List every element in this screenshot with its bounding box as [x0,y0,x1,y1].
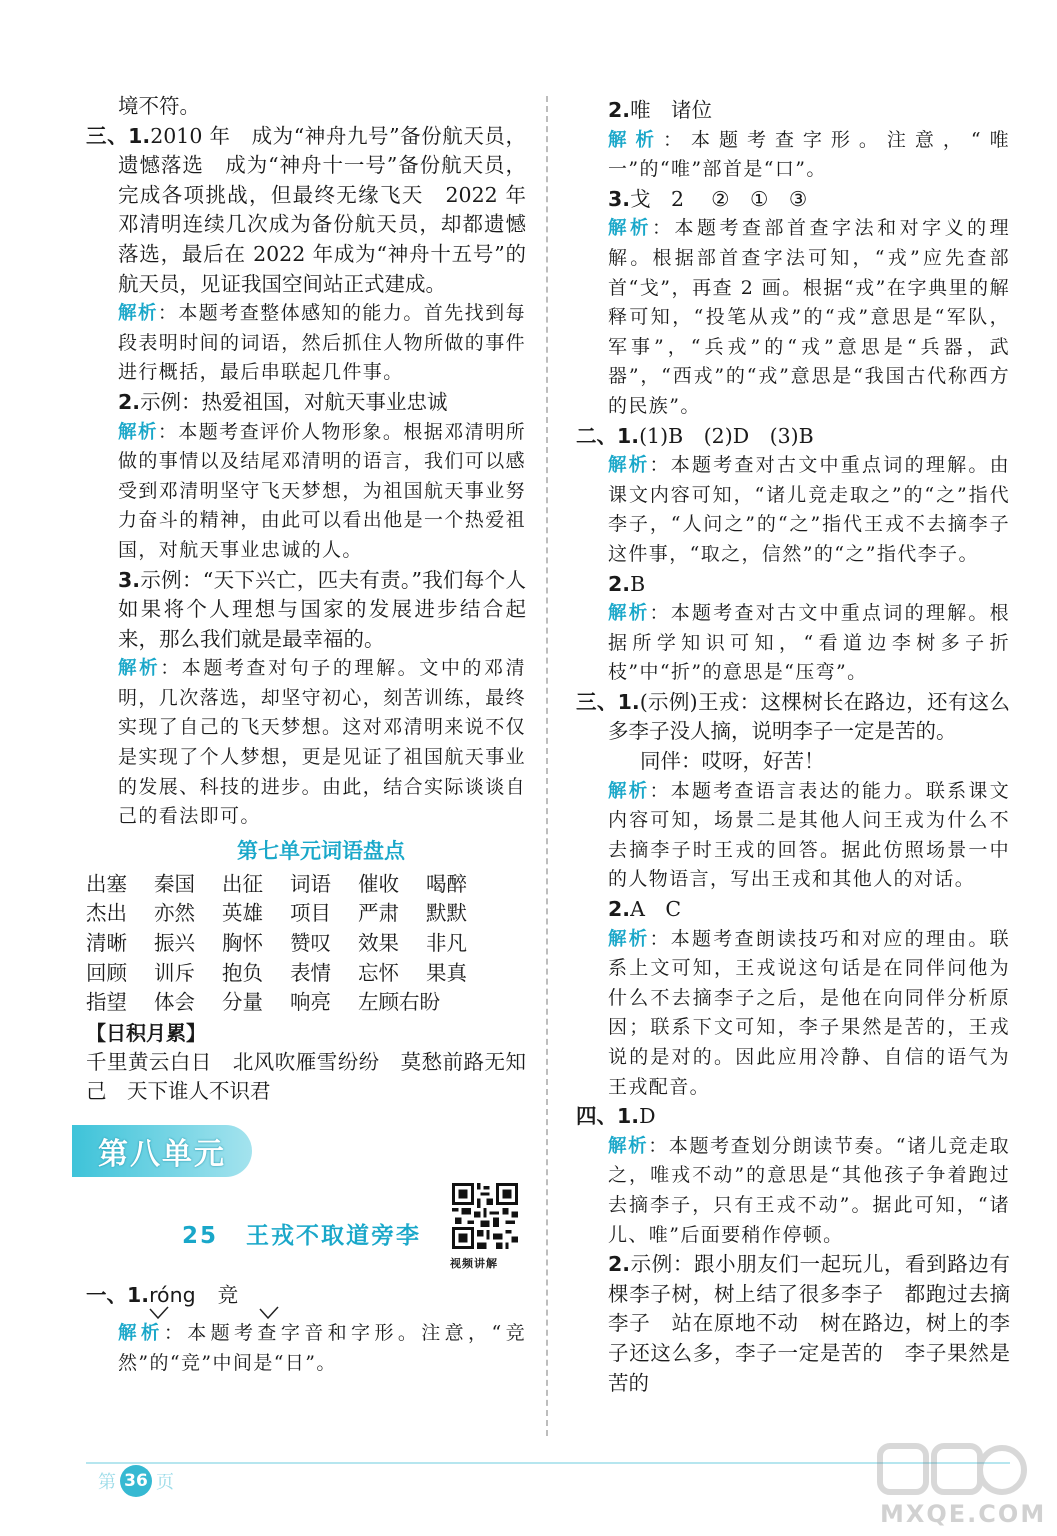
question-3: 3.戈 2 ② ① ③ [608,186,808,211]
vocab-word: 亦然 [154,901,195,926]
pinyin: róng [149,1283,196,1307]
question-4-1: 四、1.D [576,1104,656,1129]
question-2-2: 2.B [608,571,646,596]
vocab-word: 指望 [86,990,127,1015]
analysis-label: 解析 [608,218,653,240]
vocab-word: 胸怀 [222,931,263,956]
question-3-3: 3.示例：“天下兴亡，匹夫有责。”我们每个人如果将个人理想与国家的发展进步结合起来，那么我们就是最幸福的。 [118,567,526,651]
analysis: 解析：本题考查字形。注意，“唯一”的“唯”部首是“口”。 [608,128,1010,181]
page-number: 36 [120,1465,152,1497]
vocab-word: 杰出 [86,901,127,926]
question-2: 2.唯 诸位 [608,98,713,122]
unit-banner [72,1125,252,1177]
vocab-word: 非凡 [426,931,467,956]
vocab-word: 严肃 [358,901,399,926]
vocab-word: 果真 [426,960,467,985]
question-3-2-right: 2.A C [608,897,682,922]
analysis: 解析：本题考查语言表达的能力。联系课文内容可知，场景二是其他人问王戎为什么不去摘李子时王戎的回答。据此仿照场景一中的人物语言，写出王戎和其他人的对话。 [608,779,1010,891]
vocab-word: 响亮 [290,990,331,1015]
question-3-1: 三、1.2010 年 成为“神舟九号”备份航天员，遗憾落选 成为“神舟十一号”备份航天员，完成各项挑战，但最终无缘飞天 2022 年 邓清明连续几次成为备份航天员，却都遗憾落选，最后在 2022 年成为“神舟十五号”的航天员，见证我国空间站正式建成。 [86,123,547,296]
vocab-word: 训斥 [154,960,195,985]
analysis: 解析：本题考查评价人物形象。根据邓清明所做的事情以及结尾邓清明的语言，我们可以感受到邓清明坚守飞天梦想，为祖国航天事业努力奋斗的精神，由此可以看出他是一个热爱祖国，对航天事业忠诚的人。 [118,420,527,561]
vocab-grid [86,870,526,1018]
vocab-title: 第七单元词语盘点 [237,838,405,863]
right-column [576,96,1010,1398]
vocab-word: 默默 [426,901,467,926]
qr-label: 视频讲解 [450,1257,498,1270]
analysis: 解析：本题考查部首查字法和对字义的理解。根据部首查字法可知，“戎”应先查部首“戈”，再查 2 画。根据“戎”在字典里的解释可知，“投笔从戎”的“戎”意思是“军队，军事”，“兵戎”的“戎”意思是“兵器，武器”，“西戎”的“戎”意思是“我国古代称西方的民族”。 [608,217,1010,417]
analysis: 解析：本题考查朗读技巧和对应的理由。联系上文可知，王戎说这句话是在同伴问他为什么不去摘李子之后，是他在向同伴分析原因；联系下文可知，李子果然是苦的，王戎说的是对的。因此应用冷静、自信的语气为王戎配音。 [608,927,1010,1098]
question-1-1: 一、1.róng 竞 [86,1281,526,1319]
analysis-label: 解析 [118,421,158,443]
lesson-number: 25 [182,1223,219,1249]
qr-code-icon[interactable] [452,1183,518,1249]
unit-banner-label: 第八单元 [98,1137,226,1172]
vocab-word: 体会 [154,990,195,1015]
watermark-text: MXQE.COM [880,1500,1047,1528]
vocab-word: 出塞 [86,871,127,896]
vocab-word: 英雄 [222,901,263,926]
analysis: 解析：本题考查对句子的理解。文中的邓清明，几次落选，却坚守初心，刻苦训练，最终实现了自己的飞天梦想。这对邓清明来说不仅是实现了个人梦想，更是见证了祖国航天事业的发展、科技的进步。由此，结合实际谈谈自己的看法即可。 [118,657,527,828]
analysis: 解析：本题考查对古文中重点词的理解。由课文内容可知，“诸儿竞走取之”的“之”指代李子，“人问之”的“之”指代王戎不去摘李子这件事，“取之，信然”的“之”指代李子。 [608,454,1010,565]
lesson-title: 25 王戎不取道旁李 [182,1223,422,1249]
analysis: 解析：本题考查对古文中重点词的理解。根据所学知识可知，“看道边李树多子折枝”中“折”的意思是“压弯”。 [608,602,1010,684]
check-mark-icon [148,1305,298,1321]
left-column [86,92,547,1378]
vocab-word: 抱负 [222,960,263,985]
question-2-1: 二、1.(1)B (2)D (3)B [576,423,814,448]
analysis-label: 解析 [608,129,663,151]
page-prefix: 第 [98,1472,116,1493]
question-3-2: 2.示例：热爱祖国，对航天事业忠诚 [118,389,448,414]
vocab-word: 喝醉 [426,871,467,896]
analysis: 解析：本题考查划分朗读节奏。“诸儿竞走取之，唯戎不动”的意思是“其他孩子争着跑过去摘李子，只有王戎不动”。据此可知，“诸儿、唯”后面要稍作停顿。 [608,1134,1010,1246]
lesson-header [86,1185,526,1281]
vocab-word: 表情 [290,960,331,985]
vocab-word: 词语 [290,871,331,896]
vocab-word: 效果 [358,931,399,956]
page-number-badge [98,1466,190,1496]
vocab-word: 左顾右盼 [358,990,440,1015]
analysis-label: 解析 [118,1323,164,1344]
analysis-label: 解析 [608,455,650,477]
analysis-label: 解析 [608,1135,649,1157]
vocab-word: 振兴 [154,931,195,956]
analysis-label: 解析 [118,658,161,680]
column-divider [546,96,548,1436]
vocab-word: 忘怀 [358,960,399,985]
vocab-word: 回顾 [86,960,127,985]
analysis-label: 解析 [608,928,650,950]
vocab-word: 催收 [358,871,399,896]
vocab-word: 项目 [290,901,331,926]
vocab-word: 分量 [222,990,263,1015]
analysis: 解析：本题考查字音和字形。注意，“竞然”的“竞”中间是“日”。 [118,1322,526,1374]
analysis: 解析：本题考查整体感知的能力。首先找到每段表明时间的词语，然后抓住人物所做的事件进行概括，最后串联起几件事。 [118,302,527,384]
rjyl-title: 【日积月累】 [86,1020,206,1045]
rjyl-text: 千里黄云白日 北风吹雁雪纷纷 莫愁前路无知己 天下谁人不识君 [86,1049,526,1104]
text-line: 境不符。 [118,94,200,118]
vocab-word: 秦国 [154,871,195,896]
analysis-label: 解析 [608,780,650,802]
vocab-word: 清晰 [86,931,127,956]
question-3-1-right: 三、1.(示例)王戎：这棵树长在路边，还有这么多李子没人摘，说明李子一定是苦的。 [576,689,1010,744]
vocab-word: 赞叹 [290,931,331,956]
vocab-word: 出征 [222,871,263,896]
analysis-label: 解析 [118,303,158,325]
question-4-2: 2.示例：跟小朋友们一起玩儿，看到路边有棵李子树，树上结了很多李子 都跑过去摘李子 站在原地不动 树在路边，树上的李子还这么多，李子一定是苦的 李子果然是苦的 [608,1252,1010,1395]
analysis-label: 解析 [608,603,650,625]
dialogue-line: 同伴：哎呀，好苦！ [640,749,825,774]
answer-char: 竞 [217,1283,239,1307]
page-suffix: 页 [156,1472,174,1493]
